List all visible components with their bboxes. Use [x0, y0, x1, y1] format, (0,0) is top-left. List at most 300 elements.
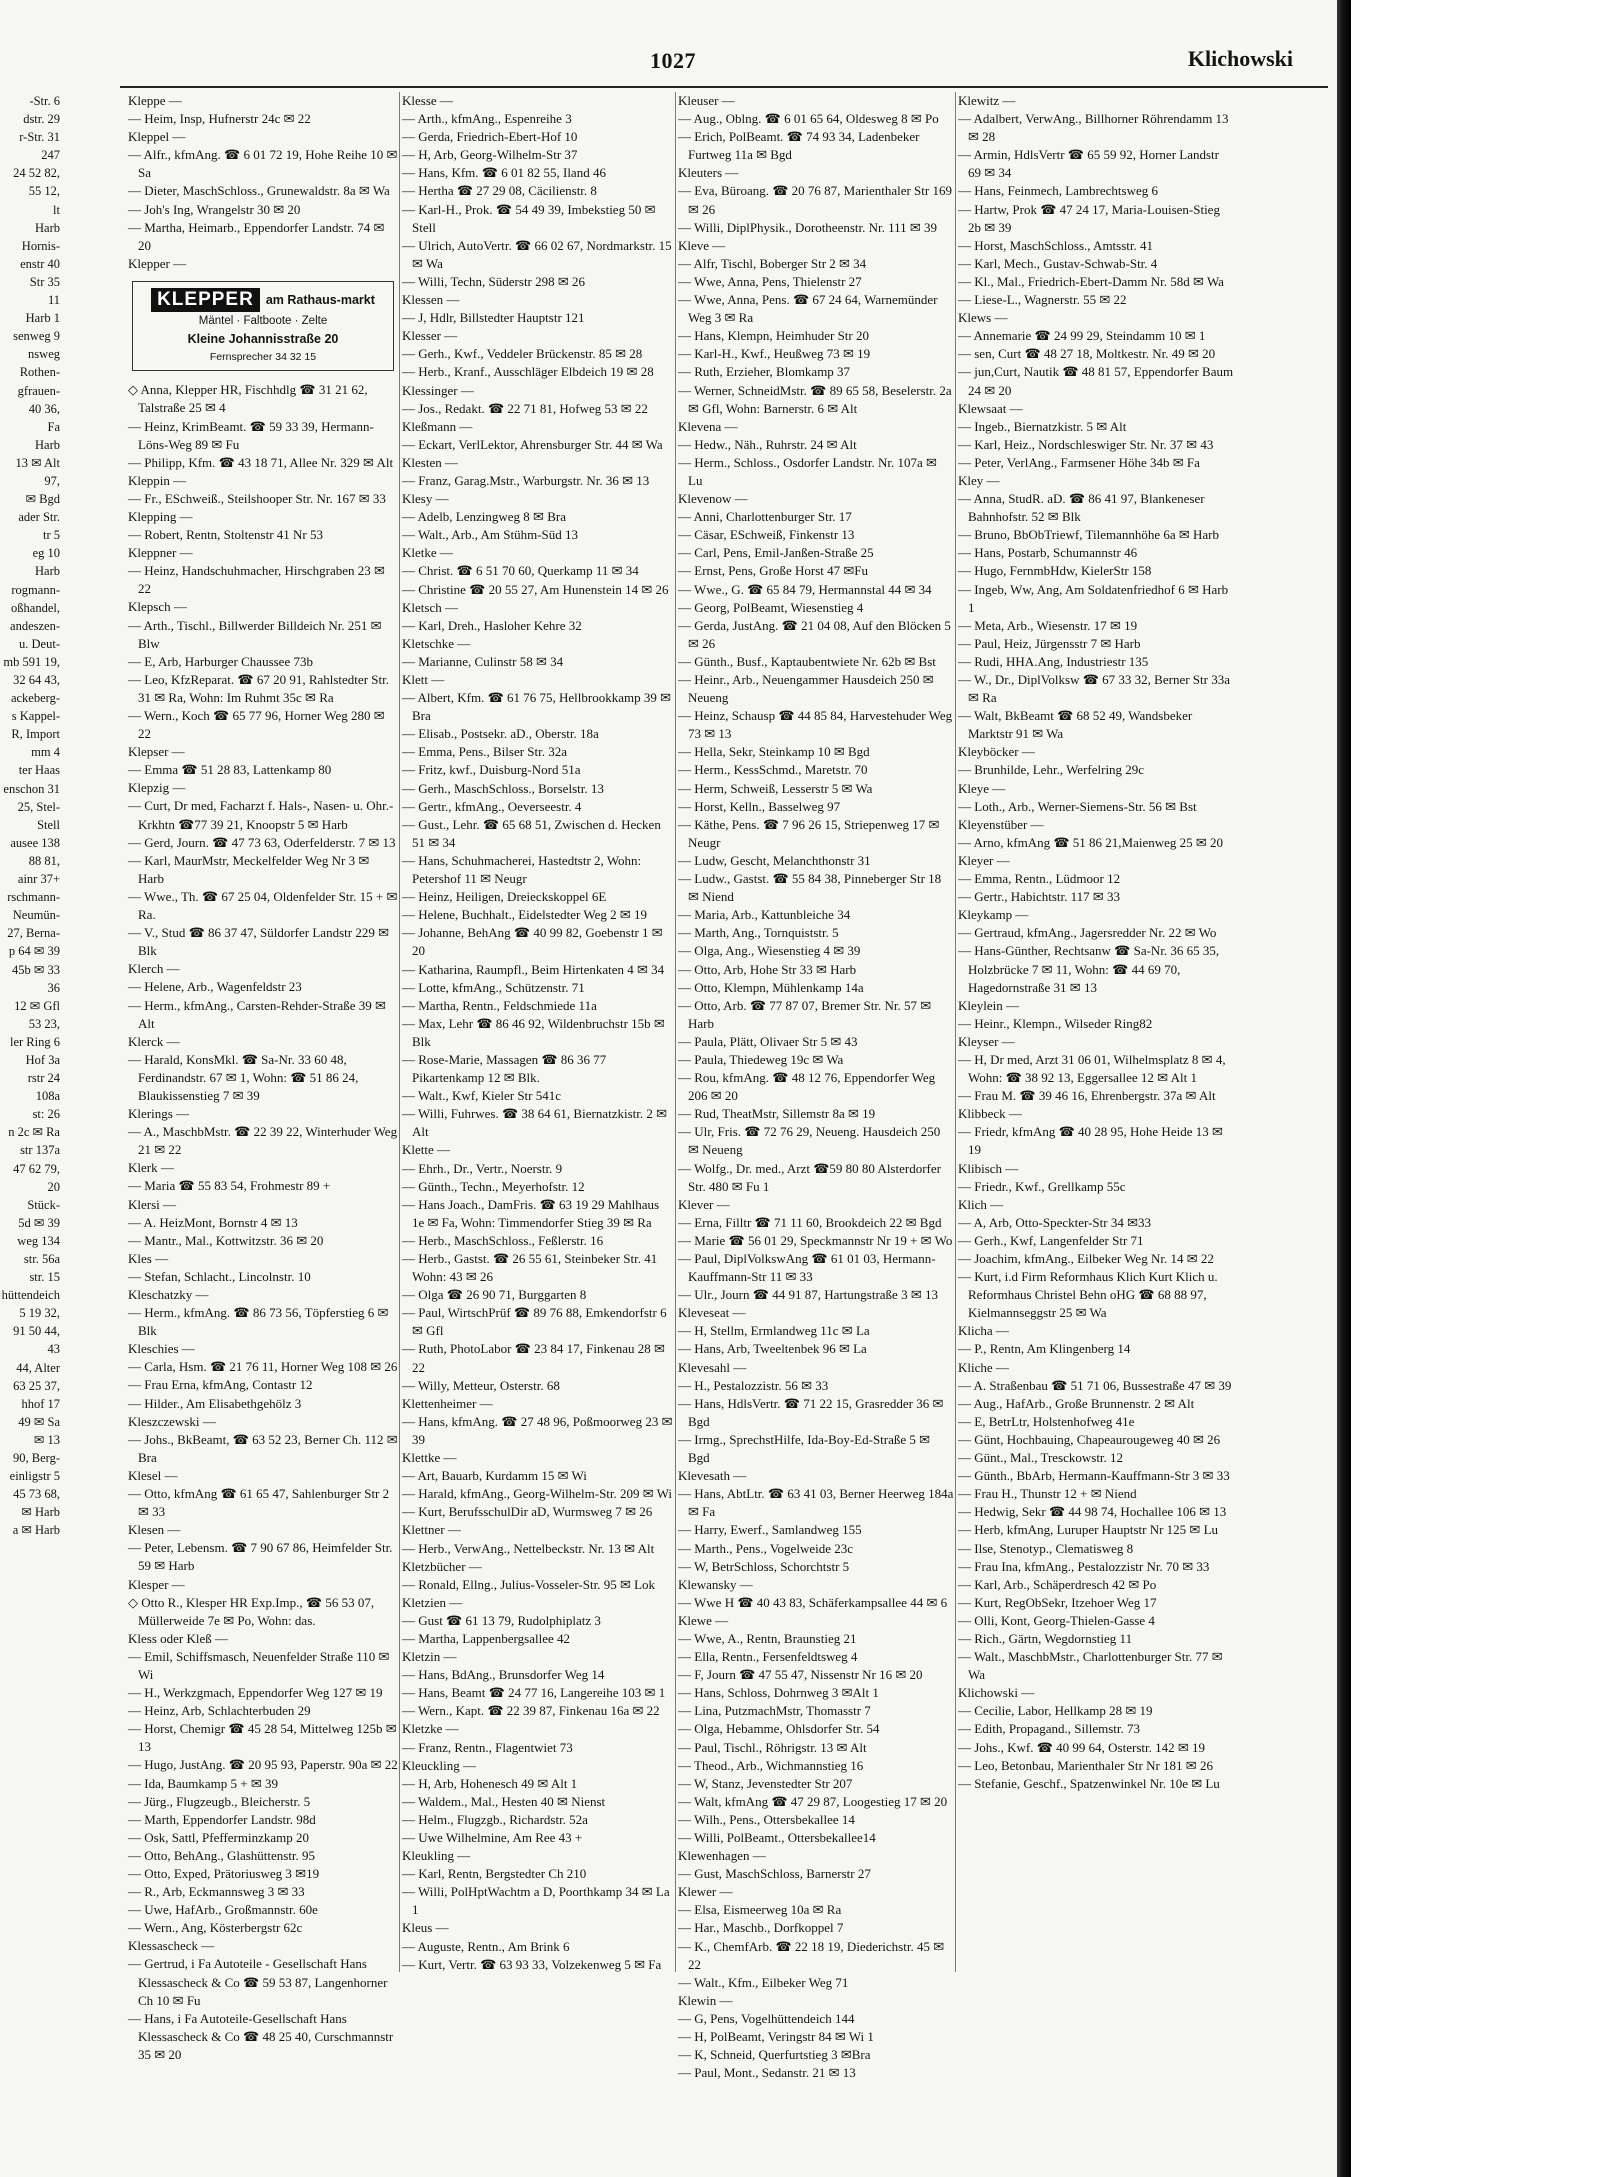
- directory-entry: — Armin, HdlsVertr ☎ 65 59 92, Horner Landstr 69 ✉ 34: [958, 147, 1219, 181]
- directory-entry: — Jürg., Flugzeugb., Bleicherstr. 5: [128, 1793, 311, 1809]
- directory-entry: — Maria ☎ 55 83 54, Frohmestr 89 +: [128, 1178, 331, 1194]
- directory-entry: ✉ Bgd: [25, 492, 60, 507]
- surname-heading: Kletke —: [402, 545, 453, 561]
- surname-heading: Klewansky —: [678, 1576, 753, 1592]
- surname-heading: Kletsch —: [402, 599, 458, 615]
- directory-entry: — Christ. ☎ 6 51 70 60, Querkamp 11 ✉ 34: [402, 563, 639, 579]
- directory-entry: — Herb., Gastst. ☎ 26 55 61, Steinbeker Str. 41 Wohn: 43 ✉ 26: [402, 1251, 658, 1285]
- directory-entry: — Emma ☎ 51 28 83, Lattenkamp 80: [128, 762, 332, 778]
- directory-entry: — Stefan, Schlacht., Lincolnstr. 10: [128, 1268, 311, 1284]
- directory-entry: — Olli, Kont, Georg-Thielen-Gasse 4: [958, 1612, 1155, 1628]
- directory-entry: — Gerh., Kwf, Langenfelder Str 71: [958, 1232, 1144, 1248]
- directory-entry: mm 4: [31, 745, 60, 760]
- directory-entry: — Hartw, Prok ☎ 47 24 17, Maria-Louisen-Stieg 2b ✉ 39: [958, 201, 1220, 235]
- directory-entry: — H., Werkzgmach, Eppendorfer Weg 127 ✉ 19: [128, 1685, 383, 1701]
- directory-entry: — Gerh., MaschSchloss., Borselstr. 13: [402, 780, 604, 796]
- directory-entry: — Uwe, HafArb., Großmannstr. 60e: [128, 1902, 318, 1918]
- directory-entry: — Willi, Fuhrwes. ☎ 38 64 61, Biernatzkistr. 2 ✉ Alt: [402, 1106, 668, 1140]
- surname-heading: Klepser —: [128, 744, 185, 760]
- directory-entry: — Alfr., kfmAng. ☎ 6 01 72 19, Hohe Reihe 10 ✉ Sa: [128, 147, 398, 181]
- directory-entry: — Katharina, Raumpfl., Beim Hirtenkaten 4 ✉ 34: [402, 961, 665, 977]
- directory-entry: — Paula, Thiedeweg 19c ✉ Wa: [678, 1051, 844, 1067]
- directory-entry: str. 15: [29, 1270, 60, 1285]
- surname-heading: Klerk —: [128, 1160, 174, 1176]
- directory-entry: — Heinz, Heiligen, Dreieckskoppel 6E: [402, 889, 607, 905]
- column-4: [958, 92, 1234, 1972]
- directory-entry: — Paul, Tischl., Röhrigstr. 13 ✉ Alt: [678, 1739, 867, 1755]
- directory-entry: — P., Rentn, Am Klingenberg 14: [958, 1341, 1131, 1357]
- directory-entry: — Edith, Propagand., Sillemstr. 73: [958, 1721, 1140, 1737]
- directory-entry: — Günt., Mal., Tresckowstr. 12: [958, 1450, 1124, 1466]
- directory-entry: Harb: [35, 437, 60, 452]
- surname-heading: Klews —: [958, 310, 1008, 326]
- directory-entry: — Ulr, Fris. ☎ 72 76 29, Neueng. Hausdeich 250 ✉ Neueng: [678, 1124, 941, 1158]
- surname-heading: Kleschatzky —: [128, 1287, 209, 1302]
- surname-heading: Kleukling —: [402, 1848, 471, 1864]
- directory-entry: — Annemarie ☎ 24 99 29, Steindamm 10 ✉ 1: [958, 328, 1206, 344]
- directory-entry: — F, Journ ☎ 47 55 47, Nissenstr Nr 16 ✉ 20: [678, 1667, 923, 1683]
- directory-entry: r-Str. 31: [19, 130, 60, 145]
- surname-heading: Kletzin —: [402, 1649, 457, 1665]
- directory-entry: — Rich., Gärtn, Wegdornstieg 11: [958, 1630, 1133, 1646]
- surname-heading: Kletschke —: [402, 635, 471, 651]
- directory-entry: — Joh's Ing, Wrangelstr 30 ✉ 20: [128, 201, 301, 217]
- directory-entry: — Harald, KonsMkl. ☎ Sa-Nr. 33 60 48, Ferdinandstr. 67 ✉ 1, Wohn: ☎ 51 86 24, Blaukissenstieg 7 ✉ 39: [128, 1051, 359, 1103]
- directory-entry: 25, Stel-: [17, 799, 60, 814]
- directory-entry: nsweg: [28, 347, 60, 362]
- directory-entry: 11: [47, 293, 60, 308]
- surname-heading: Klesper —: [128, 1576, 185, 1592]
- directory-entry: 24 52 82,: [13, 166, 60, 181]
- directory-entry: — Marianne, Culinstr 58 ✉ 34: [402, 653, 564, 669]
- directory-entry: — Ronald, Ellng., Julius-Vosseler-Str. 95 ✉ Lok: [402, 1576, 656, 1592]
- directory-entry: — Olga ☎ 26 90 71, Burggarten 8: [402, 1287, 587, 1303]
- directory-entry: — Marth, Eppendorfer Landstr. 98d: [128, 1811, 316, 1827]
- directory-entry: — Johs., BkBeamt, ☎ 63 52 23, Berner Ch. 112 ✉ Bra: [128, 1431, 398, 1465]
- directory-entry: — Gerh., Kwf., Veddeler Brückenstr. 85 ✉ 28: [402, 346, 643, 362]
- directory-entry: — Franz, Rentn., Flagentwiet 73: [402, 1739, 573, 1755]
- directory-entry: — Arth., kfmAng., Espenreihe 3: [402, 111, 572, 127]
- surname-heading: Klessascheck —: [128, 1938, 215, 1954]
- directory-entry: 5 19 32,: [19, 1306, 60, 1321]
- directory-entry: — Wern., Koch ☎ 65 77 96, Horner Weg 280 ✉ 22: [128, 708, 385, 742]
- directory-entry: 97,: [44, 473, 60, 488]
- surname-heading: Klepsch —: [128, 599, 187, 615]
- directory-entry: — Carla, Hsm. ☎ 21 76 11, Horner Weg 108 ✉ 26: [128, 1359, 398, 1375]
- directory-entry: — Robert, Rentn, Stoltenstr 41 Nr 53: [128, 527, 323, 543]
- surname-heading: Klessen —: [402, 292, 460, 308]
- directory-entry: ✉ Harb: [21, 1505, 60, 1520]
- directory-entry: — A., MaschbMstr. ☎ 22 39 22, Winterhuder Weg 21 ✉ 22: [128, 1124, 398, 1158]
- directory-entry: — Kurt, RegObSekr, Itzehoer Weg 17: [958, 1594, 1157, 1610]
- directory-entry: — Max, Lehr ☎ 86 46 92, Wildenbruchstr 15b ✉ Blk: [402, 1015, 665, 1049]
- directory-entry: — Otto, BehAng., Glashüttenstr. 95: [128, 1847, 316, 1863]
- directory-entry: — E, BetrLtr, Holstenhofweg 41e: [958, 1413, 1135, 1429]
- directory-entry: — Hans, Schuhmacherei, Hastedtstr 2, Wohn: Petershof 11 ✉ Neugr: [402, 852, 642, 887]
- directory-entry: — Olga, Ang., Wiesenstieg 4 ✉ 39: [678, 943, 861, 959]
- surname-heading: Kleyser —: [958, 1033, 1015, 1049]
- directory-entry: — Ida, Baumkamp 5 + ✉ 39: [128, 1775, 279, 1791]
- directory-entry: u. Deut-: [19, 636, 60, 651]
- directory-entry: ausee 138: [10, 835, 60, 850]
- surname-heading: Kletzien —: [402, 1594, 463, 1610]
- directory-entry: — Leo, Betonbau, Marienthaler Str Nr 181 ✉ 26: [958, 1757, 1213, 1773]
- directory-entry: 20: [47, 1179, 60, 1194]
- directory-entry: — Hans, kfmAng. ☎ 27 48 96, Poßmoorweg 23 ✉ 39: [402, 1413, 673, 1447]
- directory-entry: 49 ✉ Sa: [18, 1414, 60, 1429]
- surname-heading: Klichowski —: [958, 1685, 1035, 1701]
- surname-heading: Kleve —: [678, 237, 726, 253]
- directory-entry: — Lotte, kfmAng., Schützenstr. 71: [402, 979, 585, 995]
- directory-entry: — Otto, Arb. ☎ 77 87 07, Bremer Str. Nr. 57 ✉ Harb: [678, 997, 932, 1031]
- surname-heading: Kles —: [128, 1250, 169, 1266]
- directory-entry: — Gust ☎ 61 13 79, Rudolphiplatz 3: [402, 1612, 601, 1628]
- directory-entry: 108a: [35, 1089, 60, 1104]
- directory-entry: — Gertrud, i Fa Autoteile - Gesellschaft Hans Klessascheck & Co ☎ 59 53 87, Langenhorner Ch 10 ✉ Fu: [128, 1956, 388, 2008]
- directory-entry: — Wwe, A., Rentn, Braunstieg 21: [678, 1630, 857, 1646]
- directory-entry: — Johanne, BehAng ☎ 40 99 82, Goebenstr 1 ✉ 20: [402, 925, 663, 959]
- directory-entry: Hof 3a: [25, 1052, 60, 1067]
- ad-logo: KLEPPER: [151, 288, 260, 312]
- directory-entry: ackeberg-: [10, 691, 60, 706]
- column-2: [402, 92, 674, 1972]
- directory-entry: enschon 31: [3, 781, 60, 796]
- directory-entry: 53 23,: [28, 1016, 60, 1031]
- directory-entry: — Anna, StudR. aD. ☎ 86 41 97, Blankeneser Bahnhofstr. 52 ✉ Blk: [958, 491, 1205, 525]
- surname-heading: Kleppner —: [128, 545, 193, 561]
- surname-heading: Klesel —: [128, 1467, 178, 1483]
- surname-heading: Klessinger —: [402, 382, 474, 398]
- directory-entry: — Walt, kfmAng ☎ 47 29 87, Loogestieg 17 ✉ 20: [678, 1793, 948, 1809]
- surname-heading: Kleveseat —: [678, 1305, 746, 1321]
- directory-entry: — Ehrh., Dr., Vertr., Noerstr. 9: [402, 1160, 563, 1176]
- directory-entry: — Martha, Heimarb., Eppendorfer Landstr. 74 ✉ 20: [128, 219, 385, 253]
- directory-entry: — Adalbert, VerwAng., Billhorner Röhrendamm 13 ✉ 28: [958, 111, 1229, 145]
- surname-heading: Kleuser —: [678, 93, 735, 108]
- directory-entry: — Theod., Arb., Wichmannstieg 16: [678, 1757, 864, 1773]
- directory-entry: — Kurt, i.d Firm Reformhaus Klich Kurt Klich u. Reformhaus Christel Behn oHG ☎ 68 88 97, Kielmannseggstr 25 ✉ Wa: [958, 1269, 1218, 1321]
- directory-entry: — Elsa, Eismeerweg 10a ✉ Ra: [678, 1902, 842, 1918]
- directory-entry: oßhandel,: [11, 600, 60, 615]
- scan-edge: [1337, 0, 1351, 2177]
- column-1: [128, 92, 398, 2062]
- surname-heading: Kless oder Kleß —: [128, 1630, 229, 1646]
- directory-entry: — Herm., KessSchmd., Maretstr. 70: [678, 762, 868, 778]
- directory-entry: — jun,Curt, Nautik ☎ 48 81 57, Eppendorfer Baum 24 ✉ 20: [958, 364, 1234, 398]
- directory-entry: — Hans, Beamt ☎ 24 77 16, Langereihe 103 ✉ 1: [402, 1685, 666, 1701]
- directory-entry: 43: [47, 1342, 60, 1357]
- ad-tagline: am Rathaus-markt: [265, 292, 375, 307]
- header-rule: [120, 86, 1328, 88]
- directory-entry: dstr. 29: [23, 112, 60, 127]
- directory-entry: — Frau M. ☎ 39 46 16, Ehrenbergstr. 37a ✉ Alt: [958, 1088, 1216, 1104]
- surname-heading: Klesse —: [402, 93, 453, 108]
- directory-entry: Harb: [35, 220, 60, 235]
- directory-entry: — Erna, Filltr ☎ 71 11 60, Brookdeich 22 ✉ Bgd: [678, 1214, 942, 1230]
- directory-entry: hüttendeich: [1, 1288, 60, 1303]
- surname-heading: Klevenow —: [678, 491, 748, 507]
- directory-entry: — Willi, Techn, Süderstr 298 ✉ 26: [402, 273, 586, 289]
- surname-heading: Klettenheimer —: [402, 1395, 493, 1411]
- directory-entry: — Erich, PolBeamt. ☎ 74 93 34, Ladenbeker Furtweg 11a ✉ Bgd: [678, 129, 920, 163]
- surname-heading: Klesser —: [402, 328, 458, 344]
- surname-heading: Klerck —: [128, 1033, 180, 1049]
- directory-entry: 55 12,: [28, 184, 60, 199]
- directory-entry: — W, Stanz, Jevenstedter Str 207: [678, 1775, 853, 1791]
- surname-heading: Kliche —: [958, 1359, 1009, 1375]
- directory-entry: — A. HeizMont, Bornstr 4 ✉ 13: [128, 1214, 298, 1230]
- directory-entry: — Herm., kfmAng. ☎ 86 73 56, Töpferstieg 6 ✉ Blk: [128, 1305, 389, 1339]
- directory-entry: 88 81,: [28, 853, 60, 868]
- directory-entry: — Wwe., G. ☎ 65 84 79, Hermannstal 44 ✉ 34: [678, 581, 932, 597]
- directory-entry: — Franz, Garag.Mstr., Warburgstr. Nr. 36 ✉ 13: [402, 472, 650, 488]
- directory-entry: — Gertr., Habichtstr. 117 ✉ 33: [958, 889, 1121, 905]
- directory-entry: — Gerda, JustAng. ☎ 21 04 08, Auf den Blöcken 5 ✉ 26: [678, 617, 951, 651]
- directory-entry: — W., Dr., DiplVolksw ☎ 67 33 32, Berner Str 33a ✉ Ra: [958, 672, 1230, 706]
- surname-heading: Klibbeck —: [958, 1106, 1022, 1122]
- surname-heading: Klewitz —: [958, 93, 1016, 108]
- directory-entry: — Maria, Arb., Kattunbleiche 34: [678, 907, 851, 923]
- surname-heading: Klepzig —: [128, 780, 186, 796]
- directory-entry: — Karl, Heiz., Nordschleswiger Str. Nr. 37 ✉ 43: [958, 436, 1214, 452]
- directory-entry: — Hugo, FernmbHdw, KielerStr 158: [958, 563, 1152, 579]
- directory-entry: — Hugo, JustAng. ☎ 20 95 93, Paperstr. 90a ✉ 22: [128, 1757, 398, 1773]
- directory-entry: — Hans, AbtLtr. ☎ 63 41 03, Berner Heerweg 184a ✉ Fa: [678, 1486, 954, 1520]
- directory-entry: — Ruth, PhotoLabor ☎ 23 84 17, Finkenau 28 ✉ 22: [402, 1341, 665, 1375]
- directory-entry: — Walt., Kfm., Eilbeker Weg 71: [678, 1974, 849, 1990]
- surname-heading: Klesy —: [402, 491, 449, 507]
- directory-entry: — Harald, kfmAng., Georg-Wilhelm-Str. 209 ✉ Wi: [402, 1486, 673, 1502]
- directory-entry: — Rudi, HHA.Ang, Industriestr 135: [958, 653, 1149, 669]
- surname-heading: Klich —: [958, 1196, 1004, 1212]
- surname-heading: Klewe —: [678, 1612, 729, 1628]
- directory-entry: 45b ✉ 33: [12, 962, 60, 977]
- directory-entry: — Günth., BbArb, Hermann-Kauffmann-Str 3 ✉ 33: [958, 1468, 1230, 1484]
- surname-heading: Klever —: [678, 1196, 730, 1212]
- directory-entry: — Irmg., SprechstHilfe, Ida-Boy-Ed-Straße 5 ✉ Bgd: [678, 1431, 931, 1466]
- directory-entry: — Hedw., Näh., Ruhrstr. 24 ✉ Alt: [678, 436, 857, 452]
- directory-entry: — Willi, PolBeamt., Ottersbekallee14: [678, 1830, 876, 1845]
- directory-entry: ✉ 13: [33, 1432, 60, 1447]
- directory-entry: — Kurt, Vertr. ☎ 63 93 33, Volzekenweg 5 ✉ Fa: [402, 1956, 662, 1972]
- ad-address: Kleine Johannisstraße 20: [187, 332, 339, 347]
- directory-entry: — Wwe H ☎ 40 43 83, Schäferkampsallee 44 ✉ 6: [678, 1594, 948, 1610]
- directory-entry: — R., Arb, Eckmannsweg 3 ✉ 33: [128, 1884, 305, 1900]
- directory-entry: — Liese-L., Wagnerstr. 55 ✉ 22: [958, 292, 1127, 308]
- directory-entry: — Hilder., Am Elisabethgehölz 3: [128, 1395, 302, 1411]
- directory-entry: — Hans, HdlsVertr. ☎ 71 22 15, Grasredder 36 ✉ Bgd: [678, 1395, 944, 1429]
- directory-entry: — Elisab., Postsekr. aD., Oberstr. 18a: [402, 726, 599, 742]
- directory-entry: — Herb., MaschSchloss., Feßlerstr. 16: [402, 1232, 604, 1248]
- directory-entry: — Horst, Chemigr ☎ 45 28 54, Mittelweg 125b ✉ 13: [128, 1721, 397, 1755]
- directory-entry: — Aug., Oblng. ☎ 6 01 65 64, Oldesweg 8 ✉ Po: [678, 111, 939, 127]
- surname-heading: Kleuters —: [678, 165, 739, 181]
- ad-phone: Fernsprecher 34 32 15: [209, 351, 317, 364]
- column-divider: [675, 92, 676, 1972]
- directory-entry: — Günth., Techn., Meyerhofstr. 12: [402, 1178, 585, 1194]
- directory-entry: — Auguste, Rentn., Am Brink 6: [402, 1938, 570, 1954]
- surname-heading: Klesen —: [128, 1522, 181, 1538]
- directory-entry: — Willi, DiplPhysik., Dorotheenstr. Nr. 111 ✉ 39: [678, 219, 938, 235]
- klepper-advertisement: [132, 281, 394, 371]
- directory-entry: n 2c ✉ Ra: [8, 1125, 60, 1140]
- directory-entry: — Willi, PolHptWachtm a D, Poorthkamp 34 ✉ La 1: [402, 1884, 670, 1918]
- surname-heading: Klewenhagen —: [678, 1848, 766, 1864]
- directory-entry: ader Str.: [18, 510, 60, 525]
- directory-entry: — J, Hdlr, Billstedter Hauptstr 121: [402, 310, 585, 326]
- surname-heading: Klewin —: [678, 1992, 733, 2008]
- column-3: [678, 92, 954, 2081]
- directory-entry: — Eva, Büroang. ☎ 20 76 87, Marienthaler Str 169 ✉ 26: [678, 183, 952, 217]
- directory-entry: — H, Dr med, Arzt 31 06 01, Wilhelmsplatz 8 ✉ 4, Wohn: ☎ 38 92 13, Eggersallee 12 ✉ Alt 1: [958, 1051, 1226, 1086]
- column-margin-left: [0, 92, 60, 1972]
- directory-entry: — Arth., Tischl., Billwerder Billdeich Nr. 251 ✉ Blw: [128, 617, 382, 651]
- directory-entry: 44, Alter: [16, 1360, 60, 1375]
- directory-entry: — Har., Maschb., Dorfkoppel 7: [678, 1920, 844, 1936]
- directory-entry: a ✉ Harb: [12, 1523, 60, 1538]
- directory-entry: — Fr., ESchweiß., Steilshooper Str. Nr. 167 ✉ 33: [128, 490, 386, 506]
- directory-entry: — Ulr., Journ ☎ 44 91 87, Hartungstraße 3 ✉ 13: [678, 1287, 938, 1303]
- surname-heading: Kleus —: [402, 1920, 449, 1936]
- directory-entry: — K, Schneid, Querfurtstieg 3 ✉Bra: [678, 2047, 871, 2063]
- directory-entry: — Otto, Exped, Prätoriusweg 3 ✉19: [128, 1866, 320, 1881]
- directory-entry: — Otto, Arb, Hohe Str 33 ✉ Harb: [678, 961, 857, 977]
- directory-entry: — Ilse, Stenotyp., Clematisweg 8: [958, 1540, 1134, 1556]
- directory-entry: — sen, Curt ☎ 48 27 18, Moltkestr. Nr. 49 ✉ 20: [958, 346, 1216, 362]
- directory-entry: 13 ✉ Alt: [15, 455, 60, 470]
- directory-entry: — Wwe, Anna, Pens, Thielenstr 27: [678, 273, 862, 289]
- directory-entry: rschmann-: [7, 890, 60, 905]
- directory-entry: — Loth., Arb., Werner-Siemens-Str. 56 ✉ Bst: [958, 798, 1197, 814]
- directory-entry: — Ella, Rentn., Fersenfeldtsweg 4: [678, 1649, 858, 1665]
- directory-entry: — Wwe., Th. ☎ 67 25 04, Oldenfelder Str. 15 + ✉ Ra.: [128, 888, 398, 923]
- directory-entry: — Otto, kfmAng ☎ 61 65 47, Sahlenburger Str 2 ✉ 33: [128, 1486, 390, 1520]
- directory-entry: — Hans Joach., DamFris. ☎ 63 19 29 Mahlhaus 1e ✉ Fa, Wohn: Timmendorfer Stieg 39 ✉ Ra: [402, 1196, 660, 1230]
- directory-entry: — Stefanie, Geschf., Spatzenwinkel Nr. 10e ✉ Lu: [958, 1775, 1220, 1791]
- directory-entry: — Mantr., Mal., Kottwitzstr. 36 ✉ 20: [128, 1232, 324, 1248]
- surname-heading: Klettke —: [402, 1450, 457, 1466]
- directory-entry: — Uwe Wilhelmine, Am Ree 43 +: [402, 1830, 583, 1845]
- directory-entry: — Martha, Rentn., Feldschmiede 11a: [402, 997, 597, 1013]
- directory-entry: — Hertha ☎ 27 29 08, Cäcilienstr. 8: [402, 183, 597, 199]
- surname-heading: Klersi —: [128, 1196, 177, 1212]
- surname-heading: Kleschies —: [128, 1341, 195, 1357]
- surname-heading: Kleuckling —: [402, 1757, 477, 1773]
- surname-heading: Klewsaat —: [958, 400, 1023, 416]
- surname-heading: Kleyböcker —: [958, 744, 1035, 760]
- directory-entry: — Philipp, Kfm. ☎ 43 18 71, Allee Nr. 329 ✉ Alt: [128, 454, 394, 470]
- directory-entry: — Werner, SchneidMstr. ☎ 89 65 58, Beselerstr. 2a ✉ Gfl, Wohn: Barnerstr. 6 ✉ Alt: [678, 382, 952, 416]
- directory-entry: Hornis-: [21, 238, 60, 253]
- surname-heading: Kleszczewski —: [128, 1413, 216, 1429]
- surname-heading: Klewer —: [678, 1884, 733, 1900]
- surname-heading: Klettner —: [402, 1522, 461, 1538]
- directory-entry: — Gertraud, kfmAng., Jagersredder Nr. 22 ✉ Wo: [958, 925, 1217, 941]
- directory-entry: — Herb., VerwAng., Nettelbeckstr. Nr. 13 ✉ Alt: [402, 1540, 655, 1556]
- directory-entry: — Hella, Sekr, Steinkamp 10 ✉ Bgd: [678, 744, 870, 760]
- ad-products: Mäntel · Faltboote · Zelte: [198, 315, 328, 328]
- directory-entry: — Dieter, MaschSchloss., Grunewaldstr. 8a ✉ Wa: [128, 183, 390, 199]
- directory-entry: — Joachim, kfmAng., Eilbeker Weg Nr. 14 ✉ 22: [958, 1251, 1214, 1266]
- directory-entry: — Paul, Heiz, Jürgensstr 7 ✉ Harb: [958, 635, 1141, 651]
- surname-heading: Kleppe —: [128, 93, 182, 108]
- directory-entry: — Bruno, BbObTriewf, Tilemannhöhe 6a ✉ Harb: [958, 527, 1220, 543]
- directory-entry: — Wern., Ang, Kösterbergstr 62c: [128, 1920, 303, 1936]
- directory-entry: ◇ Anna, Klepper HR, Fischhdlg ☎ 31 21 62, Talstraße 25 ✉ 4: [128, 382, 368, 416]
- directory-entry: — Wern., Kapt. ☎ 22 39 87, Finkenau 16a ✉ 22: [402, 1703, 660, 1719]
- page-number: 1027: [650, 48, 696, 73]
- directory-entry: — Hans, Postarb, Schumannstr 46: [958, 545, 1138, 561]
- directory-entry: Stell: [37, 817, 60, 832]
- directory-entry: — Jos., Redakt. ☎ 22 71 81, Hofweg 53 ✉ 22: [402, 400, 648, 416]
- directory-entry: — Frau H., Thunstr 12 + ✉ Niend: [958, 1486, 1137, 1502]
- directory-entry: — H, Stellm, Ermlandweg 11c ✉ La: [678, 1323, 870, 1339]
- directory-entry: — Martha, Lappenbergsallee 42: [402, 1630, 570, 1646]
- surname-heading: Klepper —: [128, 255, 187, 271]
- directory-entry: p 64 ✉ 39: [8, 944, 60, 959]
- directory-entry: Rothen-: [19, 365, 60, 380]
- directory-entry: — Meta, Arb., Wiesenstr. 17 ✉ 19: [958, 617, 1138, 633]
- directory-entry: — Marth, Ang., Tornquiststr. 5: [678, 925, 839, 941]
- directory-entry: — H, Arb, Georg-Wilhelm-Str 37: [402, 147, 578, 163]
- directory-entry: — Hans, Schloss, Dohrnweg 3 ✉Alt 1: [678, 1685, 879, 1701]
- directory-entry: str. 56a: [23, 1252, 60, 1266]
- surname-heading: Kleppel —: [128, 129, 186, 145]
- directory-entry: — K., ChemfArb. ☎ 22 18 19, Diederichstr. 45 ✉ 22: [678, 1938, 945, 1972]
- directory-entry: — Karl, Rentn, Bergstedter Ch 210: [402, 1866, 587, 1882]
- directory-entry: — Wwe, Anna, Pens. ☎ 67 24 64, Warnemünder Weg 3 ✉ Ra: [678, 292, 938, 326]
- directory-entry: — Hans, i Fa Autoteile-Gesellschaft Hans Klessascheck & Co ☎ 48 25 40, Curschmannstr 35 ✉ 20: [128, 2010, 394, 2062]
- directory-entry: — Karl, Arb., Schäperdresch 42 ✉ Po: [958, 1576, 1157, 1592]
- directory-entry: — Heinz, Schausp ☎ 44 85 84, Harvestehuder Weg 73 ✉ 13: [678, 708, 953, 742]
- directory-entry: — Hans, Arb, Tweeltenbek 96 ✉ La: [678, 1341, 867, 1357]
- directory-entry: — Cecilie, Labor, Hellkamp 28 ✉ 19: [958, 1703, 1153, 1719]
- directory-entry: — Wilh., Pens., Ottersbekallee 14: [678, 1811, 855, 1827]
- directory-entry: — Herm, Schweiß, Lesserstr 5 ✉ Wa: [678, 780, 873, 796]
- surname-heading: Klibisch —: [958, 1160, 1019, 1176]
- directory-entry: 247: [41, 148, 60, 163]
- directory-entry: — Walt, BkBeamt ☎ 68 52 49, Wandsbeker Marktstr 91 ✉ Wa: [958, 708, 1193, 742]
- directory-entry: Harb 1: [25, 311, 60, 326]
- directory-entry: Harb: [35, 564, 60, 579]
- directory-entry: — Walt., MaschbMstr., Charlottenburger Str. 77 ✉ Wa: [958, 1649, 1223, 1683]
- directory-entry: — H, Arb, Hohenesch 49 ✉ Alt 1: [402, 1775, 578, 1791]
- directory-entry: ter Haas: [18, 763, 60, 778]
- directory-entry: — Willy, Metteur, Osterstr. 68: [402, 1377, 560, 1393]
- directory-entry: — Karl-H., Prok. ☎ 54 49 39, Imbekstieg 50 ✉ Stell: [402, 201, 656, 235]
- directory-entry: — Herm., kfmAng., Carsten-Rehder-Straße 39 ✉ Alt: [128, 997, 386, 1031]
- surname-heading: Kleyer —: [958, 852, 1010, 868]
- directory-entry: — Eckart, VerlLektor, Ahrensburger Str. 44 ✉ Wa: [402, 436, 663, 452]
- surname-heading: Klevesath —: [678, 1468, 747, 1484]
- directory-entry: Stück-: [27, 1197, 60, 1212]
- directory-entry: — Marie ☎ 56 01 29, Speckmannstr Nr 19 + ✉ Wo: [678, 1232, 953, 1248]
- directory-entry: 47 62 79,: [13, 1161, 60, 1176]
- directory-entry: ainr 37+: [17, 872, 60, 887]
- page-header: [0, 42, 1335, 78]
- directory-entry: — Kl., Mal., Friedrich-Ebert-Damm Nr. 58d ✉ Wa: [958, 273, 1224, 289]
- directory-entry: — Harry, Ewerf., Samlandweg 155: [678, 1522, 862, 1538]
- directory-entry: — Heinz, Arb, Schlachterbuden 29: [128, 1703, 311, 1719]
- directory-entry: — Paul, DiplVolkswAng ☎ 61 01 03, Hermann-Kauffmann-Str 11 ✉ 33: [678, 1251, 936, 1285]
- directory-entry: — Rose-Marie, Massagen ☎ 86 36 77 Pikartenkamp 12 ✉ Blk.: [402, 1051, 607, 1086]
- directory-entry: ler Ring 6: [10, 1034, 60, 1049]
- directory-entry: — H., Pestalozzistr. 56 ✉ 33: [678, 1377, 829, 1393]
- directory-entry: 45 73 68,: [13, 1487, 60, 1502]
- directory-entry: — Art, Bauarb, Kurdamm 15 ✉ Wi: [402, 1468, 587, 1484]
- surname-heading: Klepping —: [128, 508, 193, 524]
- directory-entry: — Aug., HafArb., Große Brunnenstr. 2 ✉ Alt: [958, 1395, 1195, 1411]
